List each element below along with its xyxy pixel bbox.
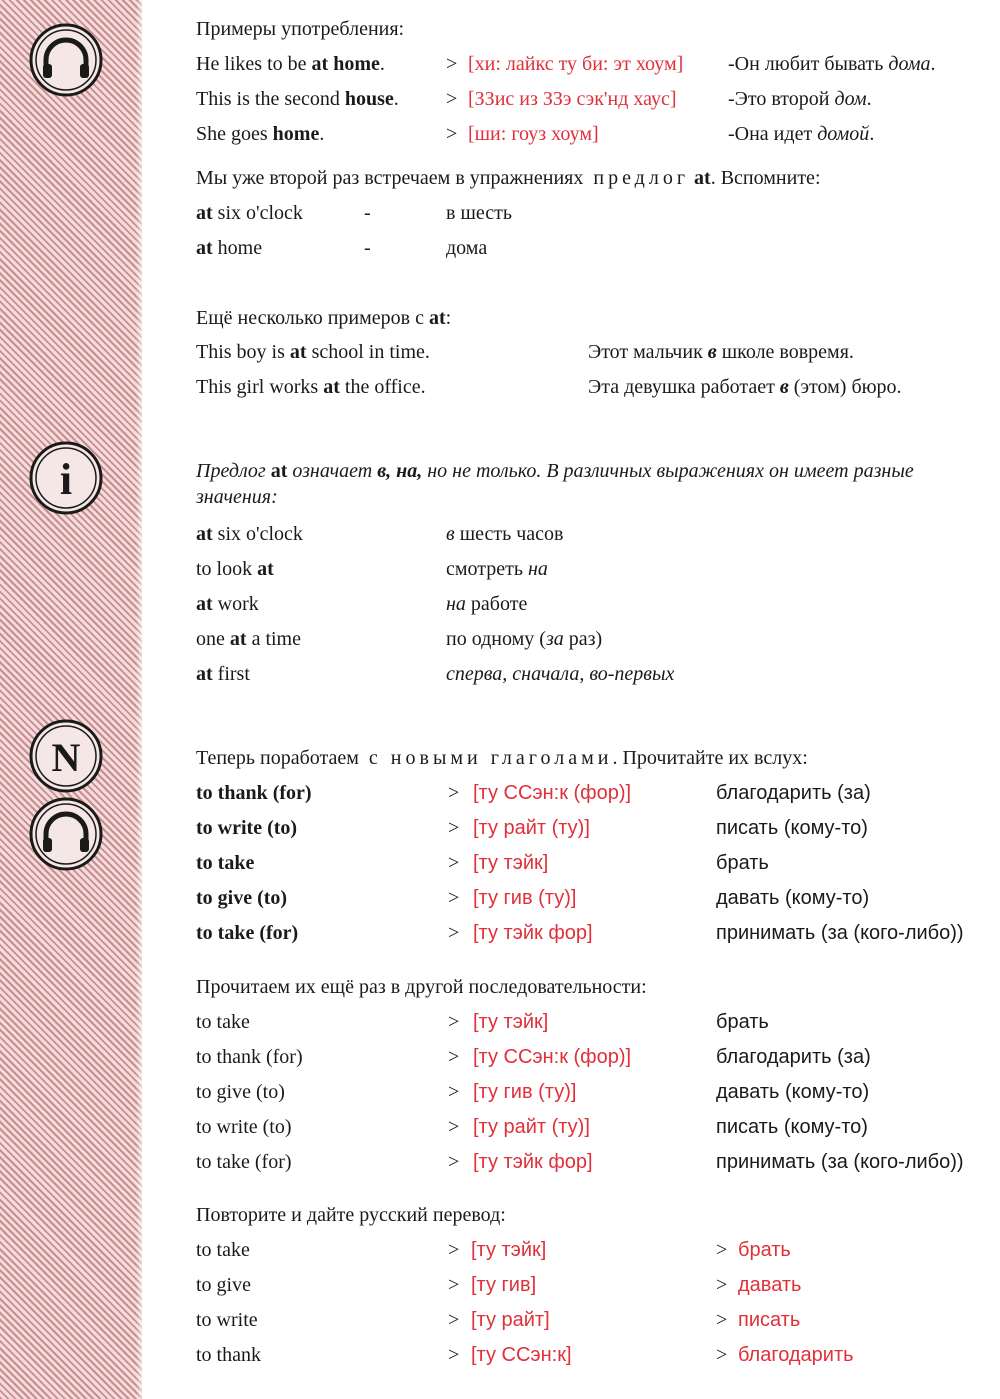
new-words-icon-letter: N	[51, 735, 81, 780]
verb-row: to thank (for) > [ту ССэн:к (фор)] благодарить (за)	[196, 782, 871, 804]
meaning-row: at first сперва, сначала, во-первых	[196, 663, 675, 685]
verbs-header: Теперь поработаем с новыми глаголами. Прочитайте их вслух:	[196, 747, 808, 769]
remind-header: Мы уже второй раз встречаем в упражнениях предлог at. Вспомните:	[196, 167, 821, 189]
again-header: Прочитаем их ещё раз в другой последовательности:	[196, 976, 647, 998]
arrow: >	[446, 88, 458, 110]
headphones-icon[interactable]	[28, 796, 104, 872]
meaning-paragraph: Предлог at означает в, на, но не только. В различных выражениях он имеет разные значения:	[196, 460, 914, 508]
repeat-header: Повторите и дайте русский перевод:	[196, 1204, 506, 1226]
new-words-icon	[28, 718, 104, 794]
meaning-row: to look at смотреть на	[196, 558, 548, 580]
transcription: [ши: гоуз хоум]	[468, 123, 599, 145]
decorative-side-stripe	[0, 0, 142, 1399]
example-row: She goes home. > [ши: гоуз хоум] -Она идет домой.	[196, 119, 980, 149]
example-row: He likes to be at home. > [хи: лайкс ту би: эт хоум] -Он любит бывать дома.	[196, 49, 980, 79]
repeat-row: to thank > [ту ССэн:к] > благодарить	[196, 1344, 854, 1366]
verb-row: to write (to) > [ту райт (ту)] писать (кому-то)	[196, 817, 868, 839]
verb-row: to take (for) > [ту тэйк фор] принимать (за (кого-либо))	[196, 922, 964, 944]
again-row: to take (for) > [ту тэйк фор] принимать (за (кого-либо))	[196, 1151, 964, 1173]
more-row: This girl works at the office. Эта девушка работает в (этом) бюро.	[196, 376, 902, 398]
repeat-row: to give > [ту гив] > давать	[196, 1274, 802, 1296]
verb-row: to give (to) > [ту гив (ту)] давать (кому-то)	[196, 887, 870, 909]
info-icon-letter: i	[59, 455, 73, 504]
again-row: to write (to) > [ту райт (ту)] писать (кому-то)	[196, 1116, 868, 1138]
more-row: This boy is at school in time. Этот мальчик в школе вовремя.	[196, 341, 854, 363]
again-row: to thank (for) > [ту ССэн:к (фор)] благодарить (за)	[196, 1046, 871, 1068]
info-icon	[28, 440, 104, 516]
arrow: >	[446, 123, 458, 145]
meaning-row: one at a time по одному (за раз)	[196, 628, 603, 650]
arrow: >	[446, 53, 458, 75]
remind-row: at six o'clock - в шесть	[196, 202, 512, 224]
examples-header: Примеры употребления:	[196, 18, 405, 40]
repeat-row: to write > [ту райт] > писать	[196, 1309, 801, 1331]
meaning-row: at work на работе	[196, 593, 528, 615]
transcription: [ЗЗис из ЗЗэ сэк'нд хаус]	[468, 88, 677, 110]
headphones-icon[interactable]	[28, 22, 104, 98]
more-header: Ещё несколько примеров с at:	[196, 307, 452, 329]
again-row: to give (to) > [ту гив (ту)] давать (кому-то)	[196, 1081, 870, 1103]
example-row: This is the second house. > [ЗЗис из ЗЗэ сэк'нд хаус] -Это второй дом.	[196, 84, 980, 114]
transcription: [хи: лайкс ту би: эт хоум]	[468, 53, 684, 75]
remind-row: at home - дома	[196, 237, 488, 259]
repeat-row: to take > [ту тэйк] > брать	[196, 1239, 791, 1261]
again-row: to take > [ту тэйк] брать	[196, 1011, 769, 1033]
verb-row: to take > [ту тэйк] брать	[196, 852, 769, 874]
meaning-row: at six o'clock в шесть часов	[196, 523, 564, 545]
